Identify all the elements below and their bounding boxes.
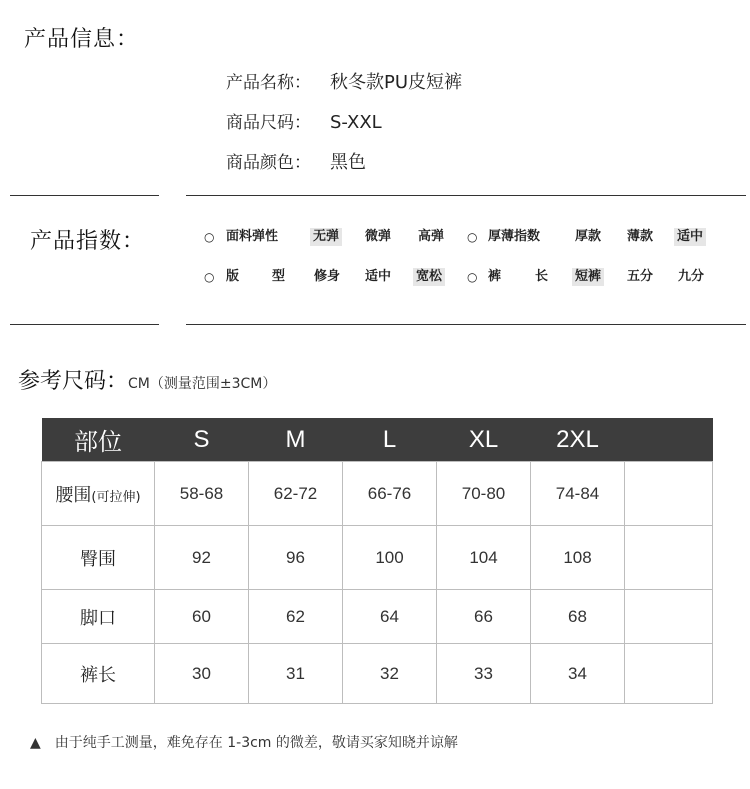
table-cell: 68 [531,590,625,644]
info-row-name [226,68,462,94]
table-cell: 104 [437,526,531,590]
bullet-icon: ○ [467,230,478,244]
row-label: 脚口 [42,590,155,644]
table-cell: 66-76 [343,462,437,526]
table-header: M [249,418,343,462]
table-cell: 62 [249,590,343,644]
table-cell: 60 [155,590,249,644]
row-label-main: 腰围 [55,484,92,506]
bullet-icon: ○ [204,230,215,244]
table-cell: 96 [249,526,343,590]
index-label: 版 [226,269,240,284]
index-option-selected: 适中 [674,228,706,246]
table-row [42,526,713,590]
index-option: 高弹 [418,229,445,244]
size-table [41,418,713,704]
size-chart-title: 参考尺码： [18,369,129,394]
table-header: 2XL [531,418,625,462]
divider-top-right [186,195,746,196]
index-option: 适中 [365,269,392,284]
table-cell: 108 [531,526,625,590]
index-option: 薄款 [627,229,654,244]
index-option: 九分 [678,269,705,284]
warning-triangle-icon: ▲ [30,735,41,751]
table-cell [625,644,713,704]
table-header: 部位 [42,418,155,462]
row-label: 裤长 [42,644,155,704]
bullet-icon: ○ [467,270,478,284]
index-option-selected: 短裤 [572,268,604,286]
table-cell: 33 [437,644,531,704]
info-key: 商品尺码： [226,113,311,133]
table-cell [625,526,713,590]
table-cell: 62-72 [249,462,343,526]
bullet-icon: ○ [204,270,215,284]
table-cell: 34 [531,644,625,704]
index-option-selected: 宽松 [413,268,445,286]
table-cell: 64 [343,590,437,644]
divider-bottom-left [10,324,159,325]
table-cell: 30 [155,644,249,704]
info-value: S-XXL [330,112,382,133]
index-label: 长 [535,269,549,284]
table-cell: 58-68 [155,462,249,526]
table-header: S [155,418,249,462]
index-option: 五分 [627,269,654,284]
index-label: 裤 [488,269,502,284]
table-cell: 66 [437,590,531,644]
table-cell: 70-80 [437,462,531,526]
info-key: 商品颜色： [226,153,311,173]
index-option: 修身 [314,269,341,284]
table-header [625,418,713,462]
index-label: 厚薄指数 [488,229,541,244]
product-info-title: 产品信息： [24,27,140,52]
row-label [42,462,155,526]
table-cell [625,462,713,526]
info-value: 秋冬款PU皮短裤 [330,72,463,93]
info-row-color [226,148,366,174]
table-cell: 32 [343,644,437,704]
table-header: XL [437,418,531,462]
table-cell [625,590,713,644]
table-cell: 92 [155,526,249,590]
info-value: 黑色 [330,152,366,173]
table-cell: 100 [343,526,437,590]
table-header: L [343,418,437,462]
note-text: 由于纯手工测量，难免存在 1-3cm 的微差，敬请买家知晓并谅解 [54,735,458,751]
info-key: 产品名称： [226,73,311,93]
index-option-selected: 无弹 [310,228,342,246]
size-chart-subtitle: CM（测量范围±3CM） [128,376,277,392]
table-row [42,462,713,526]
product-index-title: 产品指数： [30,229,146,254]
table-cell: 31 [249,644,343,704]
row-label-note: (可拉伸) [91,489,141,505]
table-row [42,590,713,644]
index-label: 型 [272,269,286,284]
divider-top-left [10,195,159,196]
table-header-row [42,418,713,462]
index-option: 微弹 [365,229,392,244]
info-row-size [226,108,382,133]
table-cell: 74-84 [531,462,625,526]
row-label: 臀围 [42,526,155,590]
table-row [42,644,713,704]
measurement-note [30,732,458,752]
size-chart-heading [18,364,276,395]
index-option: 厚款 [575,229,602,244]
index-label: 面料弹性 [226,229,279,244]
divider-bottom-right [186,324,746,325]
